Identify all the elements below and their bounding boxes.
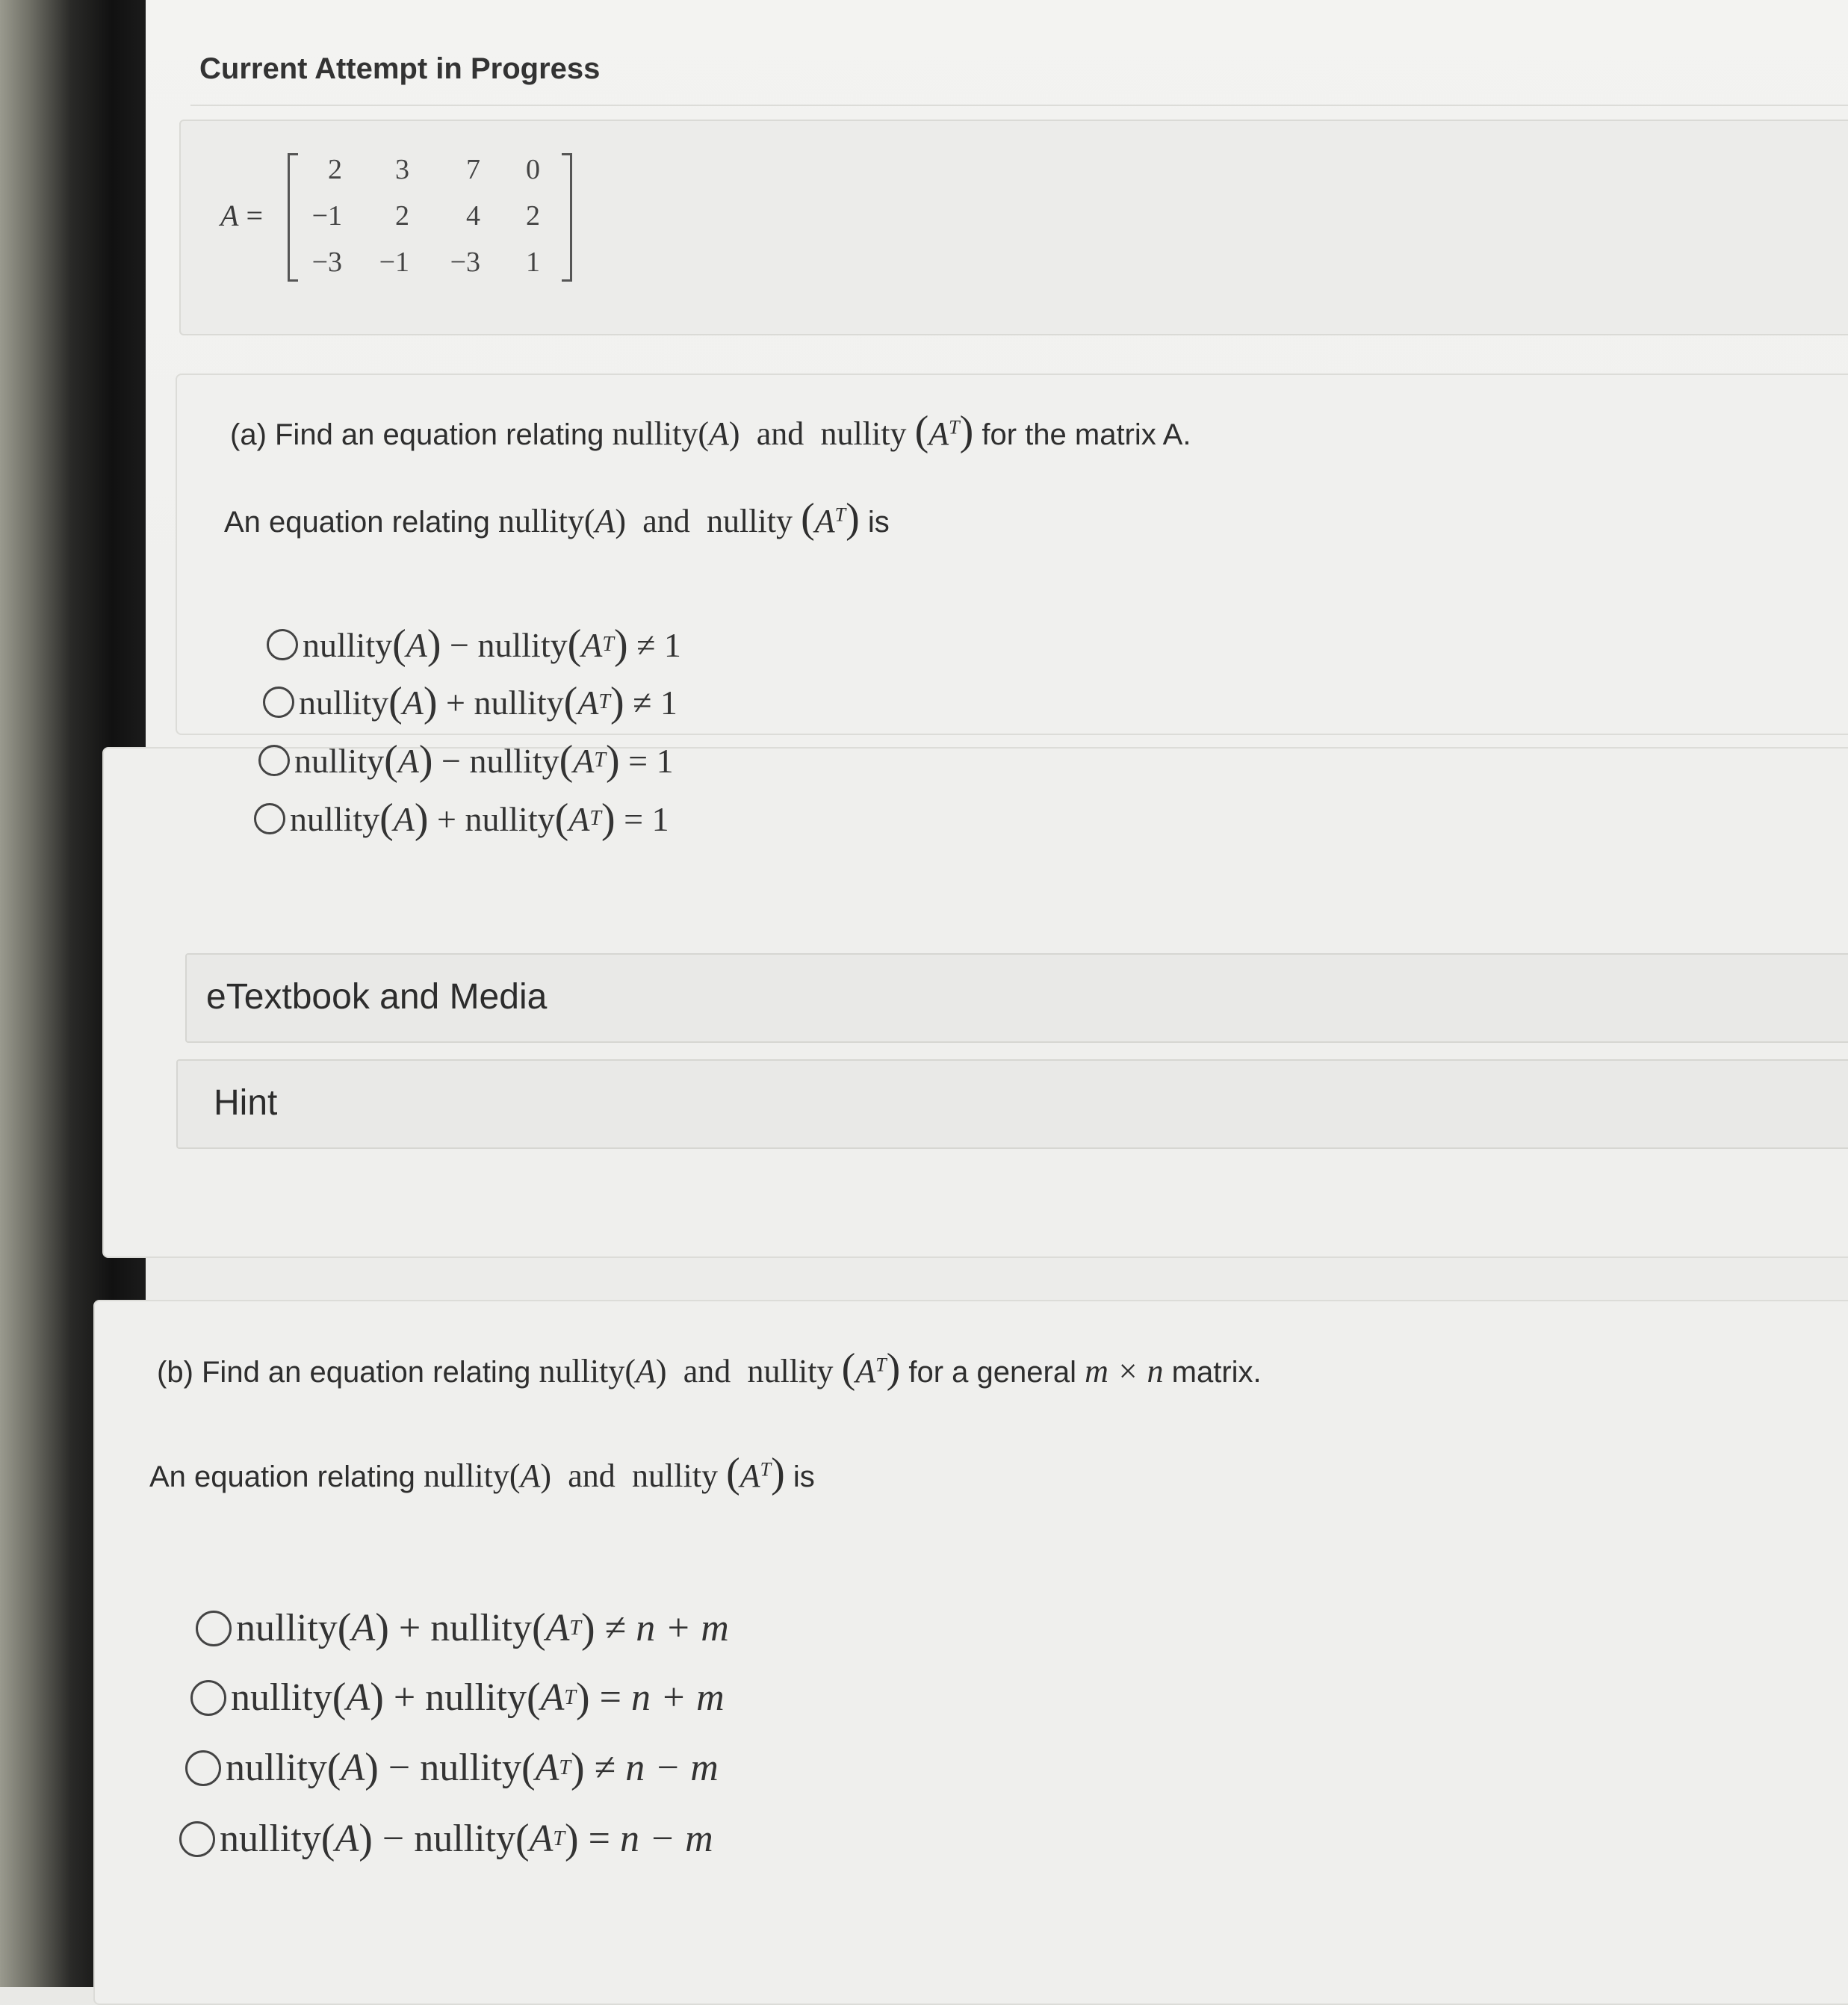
matrix-label: A = (220, 199, 263, 232)
matrix-cell: −1 (311, 200, 342, 232)
attempt-status-title: Current Attempt in Progress (199, 52, 601, 85)
option-text: A (402, 683, 424, 722)
option-operator: − (450, 625, 469, 664)
option-rhs: n + m (630, 1676, 725, 1719)
option-text: nullity (290, 799, 380, 838)
option-relation: ≠ (633, 683, 652, 722)
option-text: T (589, 807, 601, 830)
matrix-cell: 2 (526, 200, 540, 232)
option-text: T (598, 690, 610, 713)
option-text: A (346, 1676, 370, 1719)
option-relation: = (628, 741, 648, 780)
option-text: nullity (425, 1676, 527, 1719)
matrix-cell: 3 (395, 154, 409, 185)
option-rhs: 1 (651, 799, 669, 838)
option-text: A (351, 1607, 376, 1649)
radio-button[interactable] (190, 1680, 226, 1716)
part-a-option-1[interactable]: nullity ( A ) − nullity ( A T ) ≠ 1 (267, 624, 681, 666)
option-text: T (564, 1685, 576, 1709)
option-operator: + (398, 1607, 421, 1649)
option-text: nullity (420, 1747, 521, 1789)
option-text: A (573, 741, 595, 780)
option-text: T (559, 1755, 571, 1779)
option-text: nullity (294, 741, 385, 780)
part-b-option-2[interactable]: nullity ( A ) + nullity ( A T ) = n + m (190, 1676, 725, 1720)
part-b-option-3[interactable]: nullity ( A ) − nullity ( A T ) ≠ n − m (185, 1746, 719, 1790)
option-text: A (341, 1747, 365, 1789)
matrix-cell: 1 (526, 247, 540, 278)
option-text: nullity (430, 1607, 532, 1649)
option-text: nullity (414, 1817, 515, 1860)
option-operator: + (446, 683, 465, 722)
option-text: T (594, 749, 606, 772)
option-text: nullity (226, 1747, 327, 1789)
matrix-A (288, 153, 572, 282)
option-text: A (581, 625, 603, 664)
option-text: A (568, 799, 590, 838)
option-relation: ≠ (636, 625, 656, 664)
radio-button[interactable] (263, 687, 294, 718)
option-text: A (545, 1607, 570, 1649)
part-a-question: (a) Find an equation relating nullity(A) and nullity $(A^T)$ for the matrix A. (230, 408, 1191, 454)
option-relation: ≠ (594, 1747, 616, 1789)
option-text: A (397, 741, 419, 780)
option-text: T (569, 1616, 581, 1640)
part-a-option-2[interactable]: nullity ( A ) + nullity ( A T ) ≠ 1 (263, 681, 678, 723)
option-rhs: n − m (625, 1747, 719, 1789)
option-operator: + (393, 1676, 416, 1719)
radio-button[interactable] (267, 629, 298, 660)
option-text: A (406, 625, 427, 664)
option-operator: − (388, 1747, 411, 1789)
part-b-section (93, 1300, 1848, 2005)
option-text: A (577, 683, 599, 722)
radio-button[interactable] (196, 1611, 232, 1646)
radio-button[interactable] (258, 745, 290, 776)
option-relation: = (624, 799, 644, 838)
matrix-cell: −3 (450, 247, 480, 278)
matrix-row (290, 199, 570, 244)
option-text: nullity (474, 683, 564, 722)
part-b-option-4[interactable]: nullity ( A ) − nullity ( A T ) = n − m (179, 1817, 713, 1861)
etextbook-media-toggle[interactable] (185, 953, 1848, 1043)
hint-label: Hint (214, 1083, 278, 1123)
part-a-option-4[interactable]: nullity ( A ) + nullity ( A T ) = 1 (254, 798, 669, 840)
radio-button[interactable] (254, 803, 285, 834)
option-text: T (602, 633, 614, 656)
matrix-cell: −1 (379, 247, 409, 278)
option-operator: − (441, 741, 461, 780)
option-operator: − (382, 1817, 405, 1860)
option-text: nullity (303, 625, 393, 664)
option-operator: + (437, 799, 456, 838)
etextbook-media-label: eTextbook and Media (206, 977, 548, 1017)
option-text: A (529, 1817, 554, 1860)
option-rhs: 1 (656, 741, 674, 780)
option-rhs: n + m (636, 1607, 729, 1649)
matrix-cell: 2 (328, 154, 342, 185)
option-text: nullity (231, 1676, 332, 1719)
matrix-cell: 0 (526, 154, 540, 185)
part-b-option-1[interactable]: nullity ( A ) + nullity ( A T ) ≠ n + m (196, 1606, 729, 1650)
part-b-question: (b) Find an equation relating nullity(A) and nullity $(A^T)$ for a general m × n matrix. (157, 1345, 1262, 1392)
option-text: A (535, 1747, 559, 1789)
option-text: A (540, 1676, 565, 1719)
option-text: nullity (299, 683, 389, 722)
matrix-cell: −3 (311, 247, 342, 278)
radio-button[interactable] (179, 1821, 215, 1857)
option-relation: ≠ (604, 1607, 627, 1649)
option-rhs: 1 (660, 683, 678, 722)
matrix-row (290, 153, 570, 198)
option-text: nullity (469, 741, 559, 780)
option-text: T (553, 1826, 565, 1850)
matrix-row (290, 246, 570, 291)
option-text: nullity (477, 625, 568, 664)
option-text: A (335, 1817, 359, 1860)
option-text: nullity (465, 799, 555, 838)
option-text: nullity (220, 1817, 321, 1860)
option-text: A (393, 799, 415, 838)
option-relation: = (588, 1817, 610, 1860)
part-b-answer-intro: An equation relating nullity(A) and nullity $(A^T)$ is (149, 1450, 815, 1496)
matrix-cell: 2 (395, 200, 409, 232)
option-rhs: 1 (663, 625, 681, 664)
hint-toggle[interactable] (176, 1059, 1848, 1149)
part-a-answer-intro: An equation relating nullity(A) and nullity $(A^T)$ is (224, 495, 890, 542)
part-a-option-3[interactable]: nullity ( A ) − nullity ( A T ) = 1 (258, 740, 674, 781)
option-text: nullity (236, 1607, 338, 1649)
radio-button[interactable] (185, 1750, 221, 1786)
matrix-cell: 4 (466, 200, 480, 232)
divider (190, 105, 1848, 106)
matrix-cell: 7 (466, 154, 480, 185)
option-rhs: n − m (619, 1817, 713, 1860)
option-relation: = (599, 1676, 621, 1719)
